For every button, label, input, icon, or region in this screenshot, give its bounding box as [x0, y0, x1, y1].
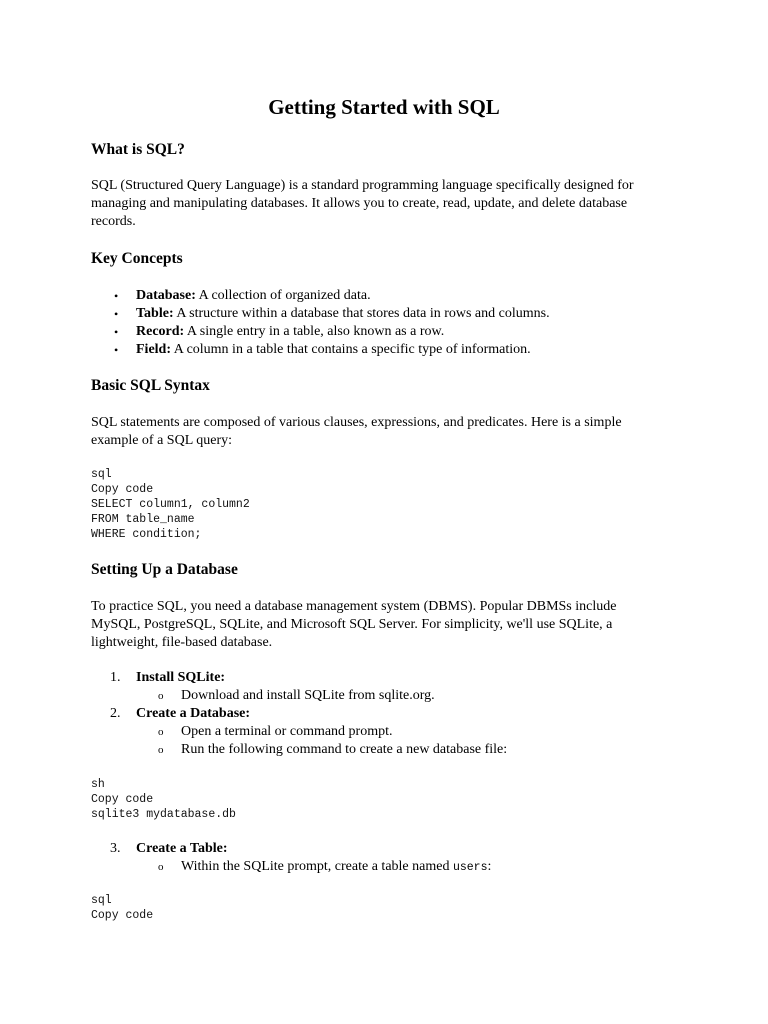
- copy-code-button[interactable]: Copy code: [91, 793, 154, 806]
- sub-item: o Open a terminal or command prompt.: [158, 724, 393, 739]
- bullet-icon: •: [114, 343, 119, 357]
- basic-syntax-paragraph: [91, 414, 691, 450]
- code-block-sql-create: [91, 893, 153, 923]
- sub-item: o Run the following command to create a new database file:: [158, 742, 508, 757]
- circle-bullet-icon: o: [158, 690, 164, 702]
- list-item: • Table: A structure within a database that stores data in rows and columns.: [114, 306, 550, 321]
- step-create-table: 3. Create a Table:: [110, 841, 228, 856]
- paragraph-line: records.: [91, 214, 136, 229]
- circle-bullet-icon: o: [158, 726, 164, 738]
- heading-setting-up-database: Setting Up a Database: [91, 561, 238, 578]
- heading-what-is-sql: What is SQL?: [91, 141, 185, 158]
- step-create-database: 2. Create a Database:: [110, 706, 251, 721]
- sub-item: o Within the SQLite prompt, create a table named users:: [158, 859, 492, 874]
- what-is-sql-paragraph: [91, 177, 691, 231]
- page-title: Getting Started with SQL: [268, 95, 500, 119]
- paragraph-line: To practice SQL, you need a database management system (DBMS). Popular DBMSs include: [91, 599, 617, 614]
- code-line: FROM table_name: [91, 513, 195, 526]
- code-line: WHERE condition;: [91, 528, 202, 541]
- sub-item: o Download and install SQLite from sqlite.org.: [158, 688, 435, 703]
- code-language: sh: [91, 778, 105, 791]
- paragraph-line: MySQL, PostgreSQL, SQLite, and Microsoft SQL Server. For simplicity, we'll use SQLite, a: [91, 617, 613, 632]
- bullet-icon: •: [114, 325, 119, 339]
- bullet-icon: •: [114, 289, 119, 303]
- circle-bullet-icon: o: [158, 861, 164, 873]
- heading-basic-sql-syntax: Basic SQL Syntax: [91, 377, 210, 394]
- copy-code-button[interactable]: Copy code: [91, 483, 154, 496]
- code-line: SELECT column1, column2: [91, 498, 250, 511]
- code-language: sql: [91, 468, 112, 481]
- copy-code-button[interactable]: Copy code: [91, 909, 154, 922]
- step-install-sqlite: 1. Install SQLite:: [110, 670, 226, 685]
- paragraph-line: managing and manipulating databases. It allows you to create, read, update, and delete database: [91, 196, 628, 211]
- list-item: • Database: A collection of organized data.: [114, 288, 371, 303]
- paragraph-line: SQL (Structured Query Language) is a standard programming language specifically designed for: [91, 178, 634, 193]
- paragraph-line: lightweight, file-based database.: [91, 635, 273, 650]
- circle-bullet-icon: o: [158, 744, 164, 756]
- list-item: • Record: A single entry in a table, also known as a row.: [114, 324, 445, 339]
- code-line: sqlite3 mydatabase.db: [91, 808, 236, 821]
- list-item: • Field: A column in a table that contains a specific type of information.: [114, 342, 531, 357]
- code-block-sh: [91, 777, 236, 822]
- setup-paragraph: [91, 598, 691, 652]
- key-concepts-list: [91, 287, 550, 359]
- code-language: sql: [91, 894, 112, 907]
- inline-code: users: [452, 861, 488, 874]
- paragraph-line: SQL statements are composed of various clauses, expressions, and predicates. Here is a simple: [91, 415, 622, 430]
- bullet-icon: •: [114, 307, 119, 321]
- code-block-sql-query: [91, 467, 250, 542]
- heading-key-concepts: Key Concepts: [91, 250, 183, 267]
- paragraph-line: example of a SQL query:: [91, 433, 232, 448]
